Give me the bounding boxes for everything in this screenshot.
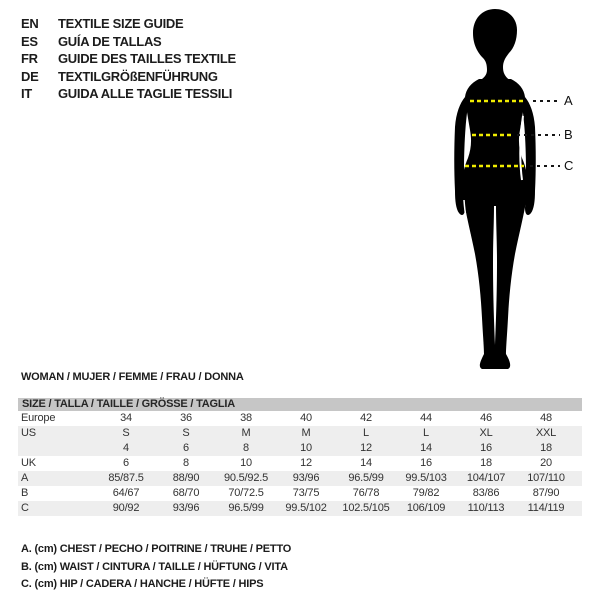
size-cell: 18 [480, 457, 492, 469]
legend-line: A. (cm) CHEST / PECHO / POITRINE / TRUHE / PETTO [21, 543, 292, 555]
language-guide-title: GUIDA ALLE TAGLIE TESSILI [58, 86, 233, 102]
size-cell: 40 [300, 412, 312, 424]
size-cell: 79/82 [412, 487, 440, 499]
filler-cell [576, 441, 582, 456]
size-cell: 96.5/99 [228, 502, 264, 514]
size-cell: 107/110 [527, 472, 565, 484]
language-guide-title: TEXTILE SIZE GUIDE [58, 16, 184, 32]
size-cell: 44 [420, 412, 432, 424]
language-row [21, 33, 236, 51]
size-cell: 88/90 [172, 472, 200, 484]
row-label: US [21, 427, 36, 439]
size-cell: 38 [240, 412, 252, 424]
language-guide-title: GUIDE DES TAILLES TEXTILE [58, 51, 236, 67]
language-row [21, 68, 236, 86]
woman-silhouette [420, 0, 600, 380]
language-row [21, 85, 236, 103]
table-row [18, 471, 582, 486]
measure-letter-label: C [564, 158, 574, 173]
size-cell: 10 [240, 457, 252, 469]
size-cell: 83/86 [472, 487, 500, 499]
measure-letter-label: A [564, 93, 573, 108]
table-row [18, 501, 582, 516]
row-label [18, 441, 96, 456]
size-cell: 99.5/102 [285, 502, 327, 514]
filler-cell [576, 426, 582, 441]
silhouette-head [473, 9, 517, 81]
size-cell: 6 [183, 442, 189, 454]
size-cell: 96.5/99 [348, 472, 384, 484]
size-cell: 36 [180, 412, 192, 424]
filler-cell [576, 501, 582, 516]
table-row [18, 441, 582, 456]
size-cell: 90.5/92.5 [223, 472, 269, 484]
language-code: DE [21, 68, 39, 84]
size-cell: 87/90 [532, 487, 560, 499]
size-cell: 106/109 [406, 502, 446, 514]
size-cell: 18 [540, 442, 552, 454]
size-cell: 76/78 [352, 487, 380, 499]
legend-line: C. (cm) HIP / CADERA / HANCHE / HÜFTE / HIPS [21, 578, 264, 590]
filler-cell [576, 411, 582, 426]
legend-line: B. (cm) WAIST / CINTURA / TAILLE / HÜFTUNG / VITA [21, 560, 288, 573]
size-table [18, 398, 582, 516]
size-cell: 8 [183, 457, 189, 469]
language-guide-title: TEXTILGRÖßENFÜHRUNG [58, 68, 218, 84]
size-cell: 73/75 [292, 487, 320, 499]
size-cell: M [301, 427, 311, 439]
size-cell: 16 [420, 457, 432, 469]
size-cell: 10 [300, 442, 312, 454]
language-code: IT [21, 86, 32, 102]
size-cell: 102.5/105 [342, 502, 390, 514]
size-cell: 12 [360, 442, 372, 454]
row-label: UK [21, 457, 36, 469]
size-cell: 93/96 [292, 472, 320, 484]
size-cell: 70/72.5 [228, 487, 264, 499]
section-title: WOMAN / MUJER / FEMME / FRAU / DONNA [21, 371, 244, 383]
size-cell: 8 [243, 442, 249, 454]
language-code: EN [21, 16, 39, 32]
size-cell: 104/107 [466, 472, 506, 484]
figure-area [420, 0, 600, 380]
size-cell: S [182, 427, 190, 439]
filler-cell [576, 471, 582, 486]
language-row [21, 50, 236, 68]
table-row [18, 486, 582, 501]
size-cell: 64/67 [112, 487, 140, 499]
row-label: A [21, 472, 29, 484]
size-cell: 14 [360, 457, 372, 469]
row-label: B [21, 487, 29, 499]
language-guide-title: GUÍA DE TALLAS [58, 33, 162, 49]
size-cell: 14 [420, 442, 432, 454]
size-cell: L [423, 427, 429, 439]
row-label: C [21, 502, 29, 514]
size-table-grid [18, 411, 582, 516]
size-cell: M [241, 427, 251, 439]
measure-letter-label: B [564, 127, 573, 142]
table-row [18, 426, 582, 441]
language-code: FR [21, 51, 38, 67]
row-label: Europe [21, 412, 56, 424]
language-code: ES [21, 33, 38, 49]
size-cell: XL [479, 427, 493, 439]
size-cell: 85/87.5 [108, 472, 144, 484]
size-cell: 42 [360, 412, 372, 424]
size-cell: 68/70 [172, 487, 200, 499]
size-cell: L [363, 427, 369, 439]
size-cell: 20 [540, 457, 552, 469]
size-cell: 110/113 [467, 502, 505, 514]
language-row [21, 15, 236, 33]
size-cell: 6 [123, 457, 129, 469]
table-row [18, 411, 582, 426]
size-table-header: SIZE / TALLA / TAILLE / GRÖSSE / TAGLIA [18, 398, 582, 411]
size-cell: 46 [480, 412, 492, 424]
size-cell: 16 [480, 442, 492, 454]
size-cell: 93/96 [172, 502, 200, 514]
size-cell: 34 [120, 412, 132, 424]
size-cell: 48 [540, 412, 552, 424]
filler-cell [576, 486, 582, 501]
size-cell: 4 [123, 442, 129, 454]
size-cell: 99.5/103 [405, 472, 447, 484]
size-cell: 90/92 [112, 502, 140, 514]
filler-cell [576, 456, 582, 471]
measurement-legend [21, 541, 291, 594]
size-cell: 114/119 [527, 502, 565, 514]
language-guide-list [21, 15, 236, 103]
size-cell: 12 [300, 457, 312, 469]
silhouette-body [462, 79, 528, 369]
size-table-body [18, 411, 582, 516]
size-cell: XXL [535, 427, 557, 439]
table-row [18, 456, 582, 471]
size-cell: S [122, 427, 130, 439]
